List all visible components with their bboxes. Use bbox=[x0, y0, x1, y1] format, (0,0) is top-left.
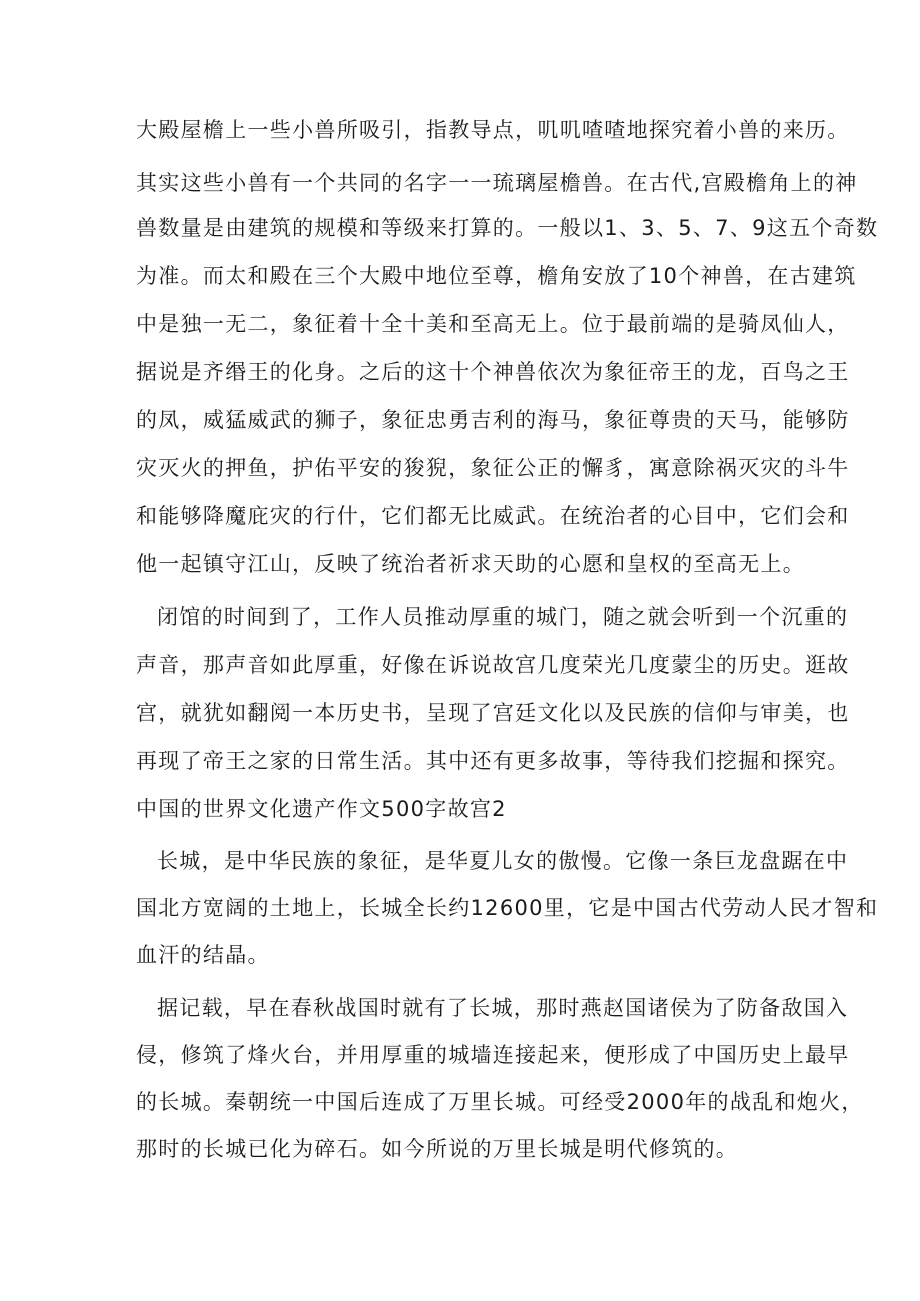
text-line: 国北方宽阔的土地上，长城全长约12600里，它是中国古代劳动人民才智和 bbox=[136, 896, 879, 920]
text-line: 为准。而太和殿在三个大殿中地位至尊，檐角安放了10个神兽，在古建筑 bbox=[136, 264, 857, 288]
section-heading: 中国的世界文化遗产作文500字故宫2 bbox=[136, 797, 507, 821]
text-line: 大殿屋檐上一些小兽所吸引，指教导点，叽叽喳喳地探究着小兽的来历。 bbox=[136, 118, 850, 142]
paragraph-first-line: 据记载，早在春秋战国时就有了长城，那时燕赵国诸侯为了防备敌国入 bbox=[157, 996, 849, 1020]
text-line: 的长城。秦朝统一中国后连成了万里长城。可经受2000年的战乱和炮火， bbox=[136, 1090, 864, 1114]
text-line: 声音，那声音如此厚重，好像在诉说故宫几度荣光几度蒙尘的历史。逛故 bbox=[136, 653, 850, 677]
text-line: 兽数量是由建筑的规模和等级来打算的。一般以1、3、5、7、9这五个奇数 bbox=[136, 216, 879, 240]
text-line: 其实这些小兽有一个共同的名字一一琉璃屋檐兽。在古代,宫殿檐角上的神 bbox=[136, 171, 858, 195]
text-line: 再现了帝王之家的日常生活。其中还有更多故事，等待我们挖掘和探究。 bbox=[136, 749, 850, 773]
text-line: 和能够降魔庇灾的行什，它们都无比威武。在统治者的心目中，它们会和 bbox=[136, 504, 850, 528]
paragraph-first-line: 长城，是中华民族的象征，是华夏儿女的傲慢。它像一条巨龙盘踞在中 bbox=[157, 849, 849, 873]
text-line: 中是独一无二，象征着十全十美和至高无上。位于最前端的是骑凤仙人， bbox=[136, 312, 850, 336]
text-line: 那时的长城已化为碎石。如今所说的万里长城是明代修筑的。 bbox=[136, 1137, 739, 1161]
text-line: 的凤，威猛威武的狮子，象征忠勇吉利的海马，象征尊贵的天马，能够防 bbox=[136, 408, 850, 432]
text-line: 侵，修筑了烽火台，并用厚重的城墙连接起来，便形成了中国历史上最早 bbox=[136, 1043, 850, 1067]
paragraph-first-line: 闭馆的时间到了，工作人员推动厚重的城门，随之就会听到一个沉重的 bbox=[157, 605, 849, 629]
text-line: 宫，就犹如翻阅一本历史书，呈现了宫廷文化以及民族的信仰与审美，也 bbox=[136, 701, 850, 725]
text-line: 血汗的结晶。 bbox=[136, 943, 270, 967]
text-line: 据说是齐缗王的化身。之后的这十个神兽依次为象征帝王的龙，百鸟之王 bbox=[136, 360, 850, 384]
text-line: 灾灭火的押鱼，护佑平安的狻猊，象征公正的懈豸，寓意除祸灭灾的斗牛 bbox=[136, 456, 850, 480]
text-line: 他一起镇守江山，反映了统治者祈求天助的心愿和皇权的至高无上。 bbox=[136, 552, 805, 576]
